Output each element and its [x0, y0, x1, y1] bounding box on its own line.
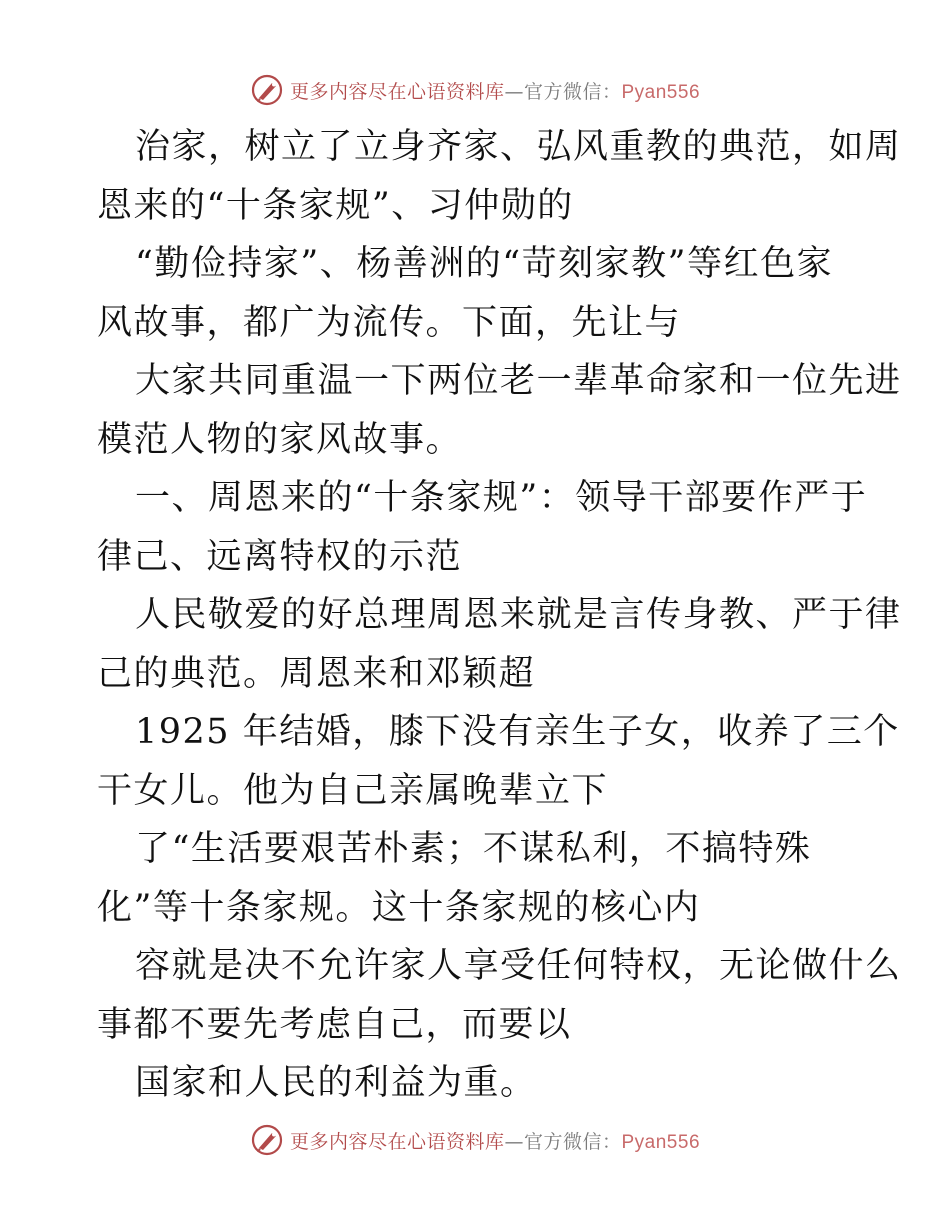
paragraph-line: 干女儿。他为自己亲属晚辈立下 [97, 770, 609, 811]
paragraph-line: “勤俭持家”、杨善洲的“苛刻家教”等红色家 [135, 244, 834, 284]
watermark-text [290, 77, 700, 104]
watermark-label: 官方微信： [523, 1130, 622, 1153]
paragraph-line: 恩来的“十条家规”、习仲勋的 [97, 185, 574, 226]
paragraph-line: 1925 年结婚，膝下没有亲生子女，收养了三个 [135, 712, 900, 752]
watermark-text [290, 1127, 700, 1154]
paragraph-line: 大家共同重温一下两位老一辈革命家和一位先进 [135, 361, 902, 401]
paragraph-line: 人民敬爱的好总理周恩来就是言传身教、严于律 [135, 595, 902, 635]
pen-logo-icon [250, 1123, 284, 1157]
watermark-separator: — [504, 1130, 524, 1153]
paragraph-line: 容就是决不允许家人享受任何特权，无论做什么 [135, 946, 902, 986]
section-heading-line: 律己、远离特权的示范 [97, 536, 463, 577]
paragraph-line: 治家，树立了立身齐家、弘风重教的典范，如周 [135, 127, 902, 167]
watermark-wechat-id: Pyan556 [621, 1131, 701, 1153]
paragraph-line: 风故事，都广为流传。下面，先让与 [97, 302, 682, 343]
paragraph-line: 模范人物的家风故事。 [97, 419, 463, 460]
section-heading-line: 一、周恩来的“十条家规”：领导干部要作严于 [135, 478, 868, 518]
footer-watermark [0, 1120, 950, 1160]
paragraph-line: 己的典范。周恩来和邓颖超 [97, 653, 536, 694]
paragraph-line: 了“生活要艰苦朴素；不谋私利，不搞特殊 [135, 829, 812, 869]
watermark-label: 官方微信： [523, 80, 622, 103]
document-body [97, 118, 902, 1113]
watermark-wechat-id: Pyan556 [621, 81, 701, 103]
watermark-brand: 更多内容尽在心语资料库 [289, 80, 505, 103]
paragraph-line: 化”等十条家规。这十条家规的核心内 [97, 887, 701, 928]
paragraph-line: 国家和人民的利益为重。 [135, 1063, 537, 1103]
watermark-brand: 更多内容尽在心语资料库 [289, 1130, 505, 1153]
watermark-separator: — [504, 80, 524, 103]
header-watermark [0, 70, 950, 110]
pen-logo-icon [250, 73, 284, 107]
paragraph-line: 事都不要先考虑自己，而要以 [97, 1004, 572, 1045]
